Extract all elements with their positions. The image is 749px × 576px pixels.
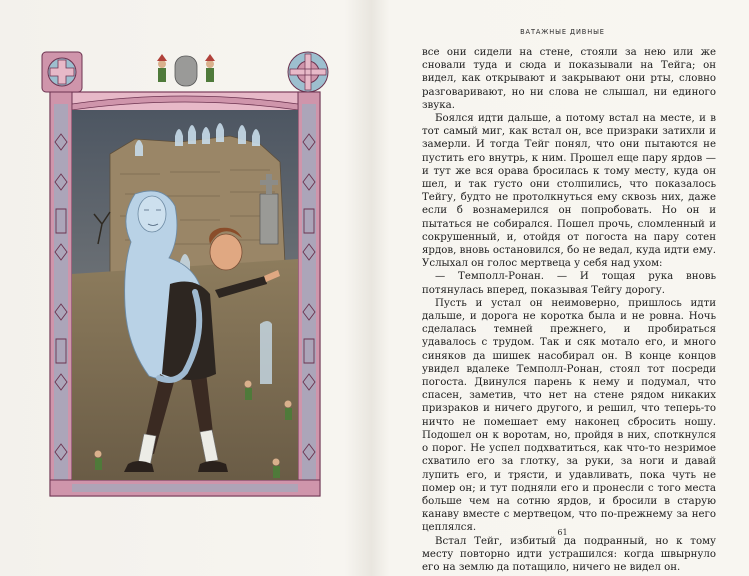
paragraph: все они сидели на стене, стояли за нею или же сновали туда и сюда и показывали на Тейга; он видел, как открывают и закрывают они рты, словно разговаривают, но ни слова не слышал, ни единого звука. — [422, 47, 716, 111]
paragraph: Встал Тейг, избитый да подранный, но к тому месту повторно идти устрашился: когда швырнуло его на землю да потащило, ничего не видел он. — [422, 535, 716, 573]
paragraph: — Темполл-Ронан. — И тощая рука вновь потянулась вперед, показывая Тейгу дорогу. — [422, 271, 716, 296]
paragraph: Пусть и устал он неимоверно, пришлось идти дальше, и дорога не коротка была и не ровна. Ночь сделалась темней прежнего, и пробираться удавалось с трудом. Так и сяк мотало его, и много синяков да шишек насобирал он. В конце концов увидел вдалеке Темполл-Ронан, стоял тот посреди погоста. Двинулся парень к нему и подумал, что спасен, заметив, что нет на стене рядом никаких призраков и ничего другого, и решил, что теперь-то ничто не помешает ему наконец сбросить ношу. Подошел он к воротам, но, пройдя в них, споткнулся о порог. Не успел подхватиться, как что-то незримое схватило его за глотку, за руки, за ноги и давай лупить его, и трясти, и удавливать, пока чуть не помер он; и тут подняли его и пронесли с того места больше чем на сотню ярдов, и бросили в старую канаву вместе с мертвецом, что по-прежнему за него цеплялся. — [422, 297, 716, 534]
illustration — [40, 44, 330, 500]
body-text — [422, 46, 716, 574]
right-page — [376, 0, 749, 576]
page-number: 61 — [557, 528, 568, 537]
illustration-ghost-rider-icon — [40, 44, 330, 500]
paragraph: Боялся идти дальше, а потому встал на месте, и в тот самый миг, как встал он, все призраки затихли и замерли. И тогда Тейг понял, что они пытаются не пустить его внутрь, к ним. Прошел еще пару ярдов — и тут же вся орава бросилась к тому месту, куда он шел, и так густо они столпились, что показалось Тейгу, будто не протолкнуться ему сквозь них, даже если б вознамерился он попробовать. Но он и пытаться не собирался. Пошел прочь, сломленный и сокрушенный, и, отойдя от погоста на пару сотен ярдов, вновь остановился, бо не ведал, куда идти ему. Услыхал он голос мертвеца у себя над ухом: — [422, 113, 716, 270]
running-head: ВАТАЖНЫЕ ДИВНЫЕ — [520, 28, 605, 36]
left-page — [0, 0, 374, 576]
